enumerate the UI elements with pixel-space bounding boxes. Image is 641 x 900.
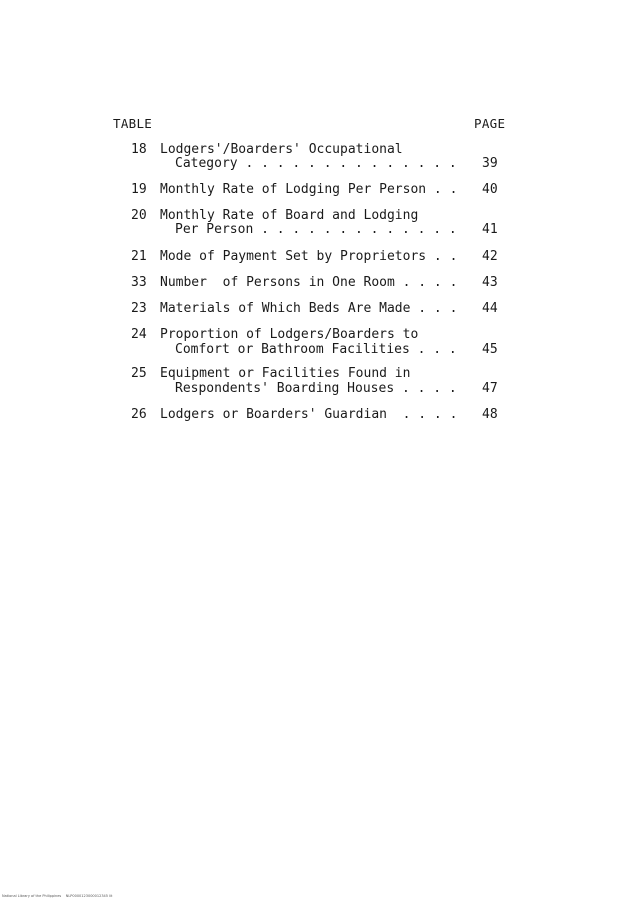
page-column-header: PAGE — [474, 116, 506, 131]
table-title-line2: Respondents' Boarding Houses . . . . — [175, 381, 457, 396]
page-number: 47 — [482, 381, 498, 396]
table-title-line1: Materials of Which Beds Are Made . . . — [160, 301, 458, 316]
table-number: 24 — [131, 327, 147, 342]
table-number: 19 — [131, 182, 147, 197]
table-title-line1: Number of Persons in One Room . . . . — [160, 275, 458, 290]
table-title-line1: Equipment or Facilities Found in — [160, 366, 411, 381]
table-column-header: TABLE — [113, 116, 153, 131]
table-title-line1: Monthly Rate of Board and Lodging — [160, 208, 419, 223]
page-number: 39 — [482, 156, 498, 171]
table-title-line2: Comfort or Bathroom Facilities . . . — [175, 342, 457, 357]
table-title-line1: Monthly Rate of Lodging Per Person . . — [160, 182, 458, 197]
page-number: 41 — [482, 222, 498, 237]
table-title-line2: Category . . . . . . . . . . . . . . — [175, 156, 457, 171]
table-title-line1: Proportion of Lodgers/Boarders to — [160, 327, 419, 342]
table-number: 21 — [131, 249, 147, 264]
page-number: 43 — [482, 275, 498, 290]
page-number: 44 — [482, 301, 498, 316]
table-number: 18 — [131, 142, 147, 157]
table-number: 33 — [131, 275, 147, 290]
table-title-line1: Lodgers or Boarders' Guardian . . . . — [160, 407, 458, 422]
table-title-line1: Lodgers'/Boarders' Occupational — [160, 142, 403, 157]
table-number: 26 — [131, 407, 147, 422]
table-title-line1: Mode of Payment Set by Proprietors . . — [160, 249, 458, 264]
table-number: 20 — [131, 208, 147, 223]
page-number: 42 — [482, 249, 498, 264]
page-number: 48 — [482, 407, 498, 422]
table-title-line2: Per Person . . . . . . . . . . . . . — [175, 222, 457, 237]
page-number: 40 — [482, 182, 498, 197]
table-number: 23 — [131, 301, 147, 316]
scan-footer: National Library of the Philippines NLP0000123000012345 lit — [2, 894, 113, 898]
page-number: 45 — [482, 342, 498, 357]
table-number: 25 — [131, 366, 147, 381]
